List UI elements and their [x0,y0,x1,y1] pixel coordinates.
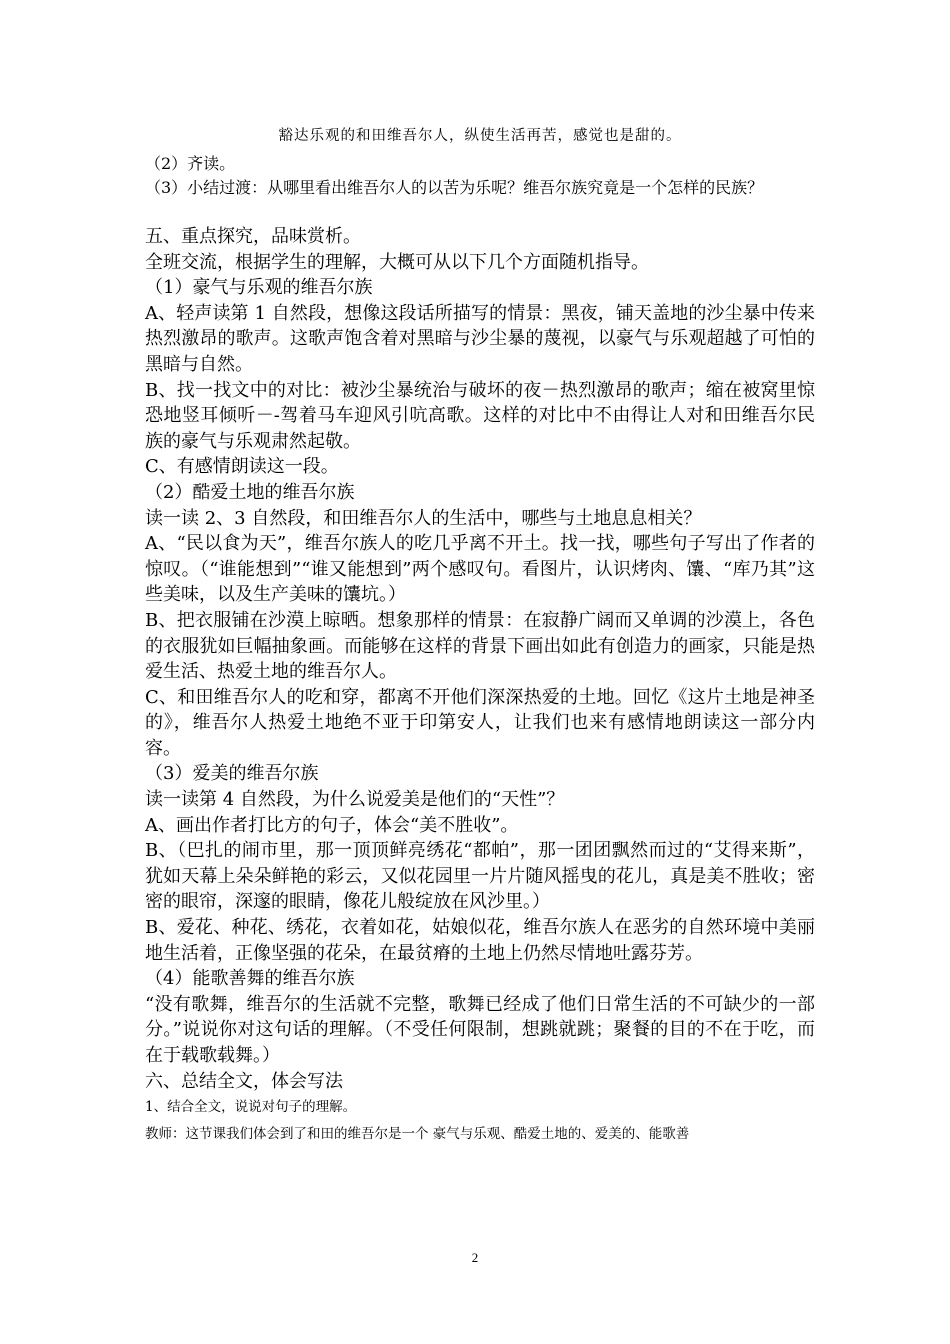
subheading-4: （4）能歌善舞的维吾尔族 [145,968,355,990]
blank-line [145,200,815,224]
step-read-together: （2）齐读。 [145,154,236,173]
paragraph: A、画出作者打比方的句子，体会“美不胜收”。 [145,814,519,836]
paragraph: A、“民以食为天”，维吾尔族人的吃几乎离不开土。找一找，哪些句子写出了作者的惊叹。（“谁能想到”“谁又能想到”两个感叹句。看图片，认识烤肉、馕、“库乃其”这些美味，以及生产美味的馕坑。） [145,533,815,606]
subheading-3: （3）爱美的维吾尔族 [145,763,319,785]
paragraph: 读一读第 4 自然段，为什么说爱美是他们的“天性”？ [145,789,565,811]
section-heading-6: 六、总结全文，体会写法 [145,1070,343,1092]
paragraph: A、轻声读第 1 自然段，想像这段话所描写的情景：黑夜，铺天盖地的沙尘暴中传来热烈激昂的歌声。这歌声饱含着对黑暗与沙尘暴的蔑视，以豪气与乐观超越了可怕的黑暗与自然。 [145,302,815,375]
section-heading-5: 五、重点探究，品味赏析。 [145,226,361,247]
intro-sentence: 豁达乐观的和田维吾尔人，纵使生活再苦，感觉也是甜的。 [278,128,682,144]
paragraph: 读一读 2、3 自然段，和田维吾尔人的生活中，哪些与土地息息相关？ [145,507,702,529]
page-content [145,126,815,1148]
paragraph: 教师：这节课我们体会到了和田的维吾尔是一个 豪气与乐观、酷爱土地的、爱美的、能歌善 [145,1126,690,1143]
paragraph: 全班交流，根据学生的理解，大概可从以下几个方面随机指导。 [145,251,649,273]
paragraph: 1、结合全文，说说对句子的理解。 [145,1099,357,1116]
page-number: 2 [471,1250,479,1265]
subheading-2: （2）酷爱土地的维吾尔族 [145,481,355,503]
paragraph: B、把衣服铺在沙漠上晾晒。想象那样的情景：在寂静广阔而又单调的沙漠上，各色的衣服犹如巨幅抽象画。而能够在这样的背景下画出如此有创造力的画家，只能是热爱生活、热爱土地的维吾尔人。 [145,609,815,683]
paragraph: C、和田维吾尔人的吃和穿，都离不开他们深深热爱的土地。回忆《这片土地是神圣的》，维吾尔人热爱土地绝不亚于印第安人，让我们也来有感情地朗读这一部分内容。 [145,686,815,759]
paragraph: “没有歌舞，维吾尔的生活就不完整，歌舞已经成了他们日常生活的不可缺少的一部分。”说说你对这句话的理解。（不受任何限制，想跳就跳；聚餐的目的不在于吃，而在于载歌载舞。） [145,993,815,1066]
subheading-1: （1）豪气与乐观的维吾尔族 [145,277,373,299]
paragraph: C、有感情朗读这一段。 [145,456,339,478]
step-summary-transition: （3）小结过渡：从哪里看出维吾尔人的以苦为乐呢？维吾尔族究竟是一个怎样的民族？ [145,178,764,197]
paragraph: B、（巴扎的闹市里，那一顶顶鲜亮绣花“都帕”，那一团团飘然而过的“艾得来斯”，犹如天幕上朵朵鲜艳的彩云，又似花园里一片片随风摇曳的花儿，真是美不胜收；密密的眼帘，深邃的眼睛，像花儿般绽放在风沙里。） [145,840,815,913]
paragraph: B、找一找文中的对比：被沙尘暴统治与破坏的夜－热烈激昂的歌声；缩在被窝里惊恐地竖耳倾听－-驾着马车迎风引吭高歌。这样的对比中不由得让人对和田维吾尔民族的豪气与乐观肃然起敬。 [145,379,815,452]
paragraph: B、爱花、种花、绣花，衣着如花，姑娘似花，维吾尔族人在恶劣的自然环境中美丽地生活着，正像坚强的花朵，在最贫瘠的土地上仍然尽情地吐露芬芳。 [145,917,815,964]
